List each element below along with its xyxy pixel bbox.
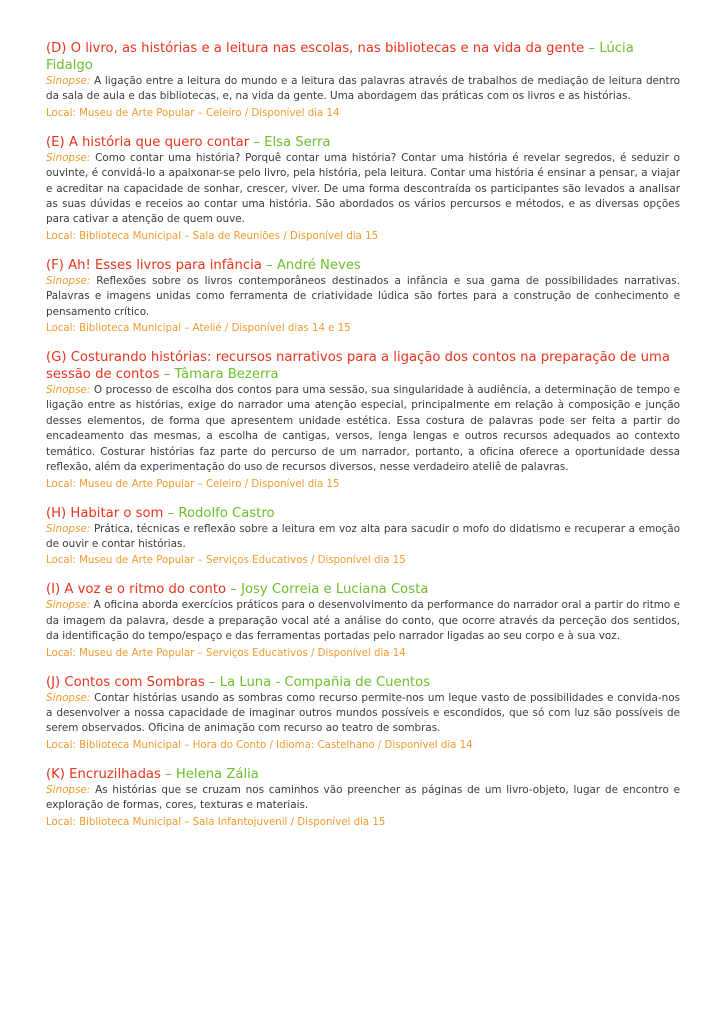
workshop-list (46, 40, 680, 843)
entry-letter: (I) (46, 582, 61, 598)
entry-synopsis (46, 151, 680, 228)
workshop-entry (46, 505, 680, 569)
entry-letter: (D) (46, 41, 67, 56)
entry-separator: – (588, 41, 596, 56)
entry-title: Contos com Sombras (64, 674, 205, 690)
synopsis-text: A oficina aborda exercícios práticos para o desenvolvimento da performance do narrador oral a partir do ritmo e da imagem da palavra, desde a preparação vocal até a análise do conto, que ocorre através da perceção dos sentidos, da identificação do tempo/espaço e das ferramentas portadas pelo narrador ligadas ao seu corpo e à sua voz. (46, 599, 680, 643)
entry-letter: (F) (46, 257, 64, 273)
synopsis-label: Sinopse: (46, 522, 91, 535)
entry-location: Local: Biblioteca Municipal – Sala de Reuniões / Disponível dia 15 (46, 230, 379, 242)
synopsis-label: Sinopse: (46, 384, 91, 397)
entry-heading (46, 257, 680, 274)
workshop-entry (46, 349, 680, 491)
workshop-entry (46, 40, 680, 121)
entry-author: Elsa Serra (264, 134, 331, 150)
synopsis-text: Como contar uma história? Porquê contar uma história? Contar uma história é revelar segredos, é seduzir o ouvinte, é convidá-lo a apaixonar-se pelo livro, pela história, pela leitura. Contar uma história é ensinar a pensar, a viajar e acreditar na capacidade de sonhar, crescer, viver. De uma forma descontraída os participantes são levados a analisar as suas dúvidas e receios ao contar uma história. São abordados os vários percursos e métodos, e as diversas opções para cativar a atenção de quem ouve. (46, 151, 680, 226)
entry-synopsis (46, 74, 680, 105)
entry-heading (46, 349, 680, 383)
synopsis-text: Contar histórias usando as sombras como recurso permite-nos um leque vasto de possibilidades e convida-nos a desenvolver a nossa capacidade de imaginar outros mundos possíveis e escondidos, que só com luz são possíveis de serem observados. Oficina de animação com recurso ao teatro de sombras. (46, 691, 680, 735)
entry-synopsis (46, 783, 680, 814)
entry-separator: – (163, 367, 171, 383)
entry-title: A voz e o ritmo do conto (64, 582, 227, 598)
entry-location: Local: Museu de Arte Popular – Serviços Educativos / Disponível dia 15 (46, 555, 406, 567)
entry-heading (46, 766, 680, 783)
entry-letter: (H) (46, 505, 67, 521)
entry-location: Local: Biblioteca Municipal – Sala Infantojuvenil / Disponível dia 15 (46, 816, 386, 828)
entry-separator: – (167, 505, 175, 521)
workshop-entry (46, 766, 680, 830)
synopsis-label: Sinopse: (46, 783, 91, 796)
entry-location: Local: Biblioteca Municipal – Atelié / Disponível dias 14 e 15 (46, 323, 351, 335)
entry-letter: (J) (46, 674, 61, 690)
synopsis-label: Sinopse: (46, 274, 91, 287)
entry-separator: – (253, 134, 260, 150)
entry-heading (46, 581, 680, 598)
entry-title: Ah! Esses livros para infância (68, 257, 262, 273)
entry-separator: – (165, 766, 172, 782)
entry-heading (46, 40, 680, 74)
entry-letter: (K) (46, 766, 65, 782)
synopsis-text: Prática, técnicas e reflexão sobre a leitura em voz alta para sacudir o mofo do didatismo e recuperar a emoção de ouvir e contar histórias. (46, 522, 680, 550)
entry-separator: – (230, 582, 237, 598)
workshop-entry (46, 674, 680, 753)
synopsis-label: Sinopse: (46, 599, 91, 612)
entry-synopsis (46, 274, 680, 320)
entry-location: Local: Museu de Arte Popular – Serviços Educativos / Disponível dia 14 (46, 647, 406, 659)
entry-heading (46, 505, 680, 522)
entry-synopsis (46, 522, 680, 553)
synopsis-text: O processo de escolha dos contos para uma sessão, sua singularidade à audiência, a determinação de tempo e ligação entre as histórias, exige do narrador uma atenção especial, principalmente em relação à composição e junção desses elementos, de forma que apresentem unidade estética. Essa costura de palavras pode ser feita a partir do encadeamento das mesmas, a escolha de cantigas, versos, lenga lengas e outros recursos adequados ao contexto temático. Costurar histórias faz parte do percurso de um narrador, portanto, a oficina oferece a oportunidade dessa reflexão, além da experimentação do uso de recursos diversos, nesse verdadeiro ateliê de palavras. (46, 384, 680, 474)
workshop-entry (46, 581, 680, 660)
entry-location: Local: Biblioteca Municipal – Hora do Conto / Idioma: Castelhano / Disponível dia 14 (46, 739, 473, 751)
entry-author: Lúcia Fidalgo (46, 41, 634, 73)
entry-author: Rodolfo Castro (178, 505, 275, 521)
entry-title: A história que quero contar (68, 134, 250, 150)
entry-author: La Luna - Compañia de Cuentos (219, 674, 431, 690)
synopsis-text: Reflexões sobre os livros contemporâneos destinados a infância e sua gama de possibilidades narrativas. Palavras e imagens unidas como ferramenta de criatividade lúdica são fortes para a construção de conhecimento e pensamento crítico. (46, 274, 680, 318)
entry-author: Helena Zália (175, 766, 259, 782)
synopsis-text: As histórias que se cruzam nos caminhos vão preencher as páginas de um livro-objeto, lugar de encontro e exploração de formas, cores, texturas e materiais. (46, 783, 680, 812)
synopsis-text: A ligação entre a leitura do mundo e a leitura das palavras através de trabalhos de mediação de leitura dentro da sala de aula e das bibliotecas, e, na vida da gente. Uma abordagem das práticas com os livros e as histórias. (46, 75, 680, 103)
entry-letter: (E) (46, 134, 65, 150)
workshop-entry (46, 257, 680, 336)
entry-synopsis (46, 383, 680, 475)
entry-title: Encruzilhadas (69, 766, 161, 782)
entry-author: Tâmara Bezerra (174, 367, 279, 383)
entry-location: Local: Museu de Arte Popular – Celeiro / Disponível dia 14 (46, 107, 340, 119)
entry-heading (46, 674, 680, 691)
synopsis-label: Sinopse: (46, 151, 91, 164)
entry-title: O livro, as histórias e a leitura nas escolas, nas bibliotecas e na vida da gente (70, 41, 585, 56)
synopsis-label: Sinopse: (46, 691, 91, 704)
entry-synopsis (46, 598, 680, 644)
synopsis-label: Sinopse: (46, 75, 91, 87)
entry-author: Josy Correia e Luciana Costa (241, 582, 429, 598)
entry-synopsis (46, 691, 680, 737)
entry-author: André Neves (276, 257, 361, 273)
entry-location: Local: Museu de Arte Popular – Celeiro / Disponível dia 15 (46, 478, 340, 490)
entry-separator: – (266, 257, 273, 273)
entry-letter: (G) (46, 350, 67, 366)
entry-title: Costurando histórias: recursos narrativos para a ligação dos contos na preparação de uma sessão de contos (46, 350, 670, 383)
entry-separator: – (208, 674, 216, 690)
entry-title: Habitar o som (70, 505, 164, 521)
entry-heading (46, 134, 680, 151)
workshop-entry (46, 134, 680, 244)
